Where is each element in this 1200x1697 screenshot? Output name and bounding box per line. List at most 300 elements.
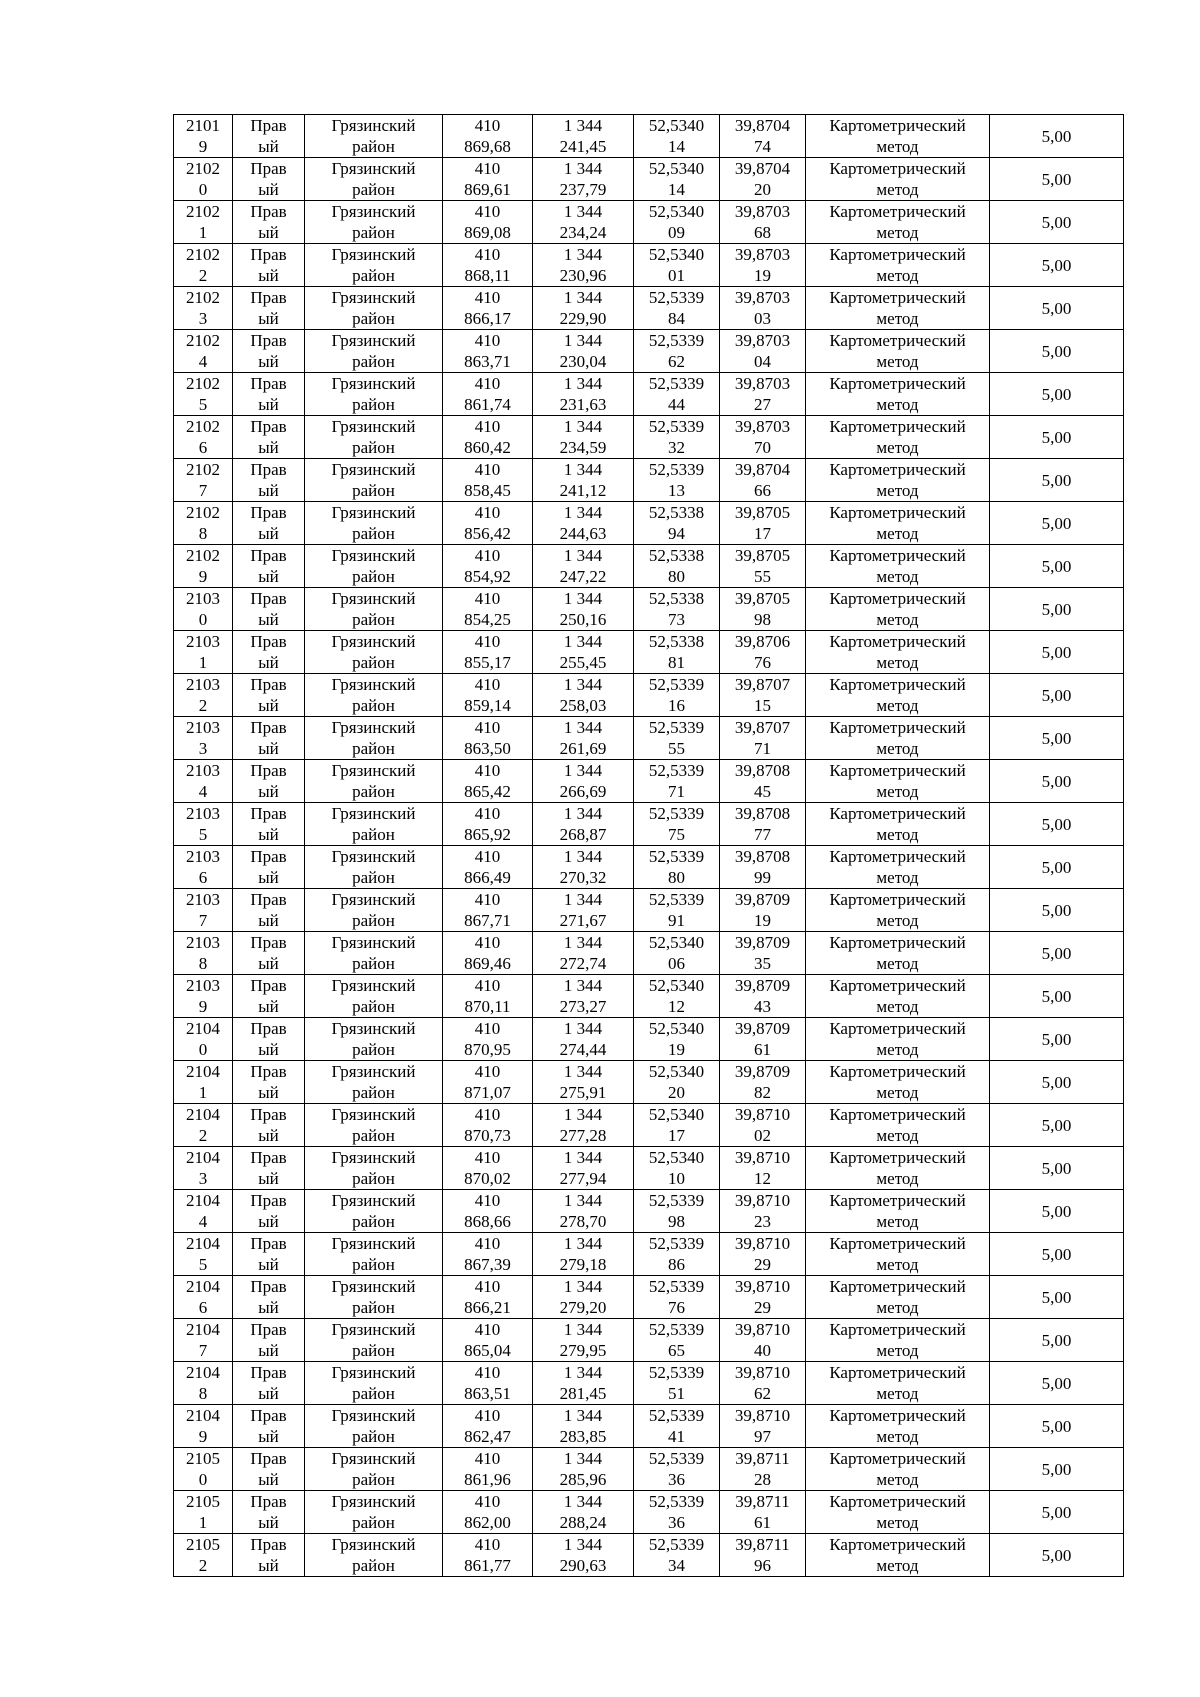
method-cell-line-1: Картометрический [829,761,966,780]
longitude-cell-line-2: 15 [754,696,771,715]
y-coordinate-cell-line-1: 1 344 [563,288,603,307]
longitude-cell-line-1: 39,8703 [734,331,791,350]
district-cell [305,545,443,588]
longitude-cell [720,1061,806,1104]
latitude-cell-line-1: 52,5339 [648,417,705,436]
accuracy-cell: 5,00 [990,1362,1124,1405]
y-coordinate-cell-line-2: 247,22 [559,567,607,586]
y-coordinate-cell [533,975,634,1018]
latitude-cell [634,1147,720,1190]
latitude-cell-line-2: 80 [668,567,685,586]
longitude-cell-line-2: 97 [754,1427,771,1446]
longitude-cell-line-1: 39,8706 [734,632,791,651]
x-coordinate-cell [443,502,533,545]
table-row [174,846,1124,889]
district-cell-line-1: Грязинский [331,1062,416,1081]
x-coordinate-cell-line-2: 862,47 [464,1427,511,1446]
x-coordinate-cell-line-1: 410 [474,1062,501,1081]
latitude-cell-line-2: 01 [668,266,685,285]
y-coordinate-cell-line-1: 1 344 [563,1148,603,1167]
accuracy-cell: 5,00 [990,1018,1124,1061]
bank-side-cell-line-1: Прав [250,202,287,221]
longitude-cell [720,115,806,158]
y-coordinate-cell-line-1: 1 344 [563,1363,603,1382]
longitude-cell-line-1: 39,8709 [734,976,791,995]
bank-side-cell [233,674,305,717]
accuracy-cell: 5,00 [990,588,1124,631]
point-number-cell-line-1: 2102 [186,245,220,264]
y-coordinate-cell-line-1: 1 344 [563,331,603,350]
accuracy-cell: 5,00 [990,1448,1124,1491]
latitude-cell-line-1: 52,5339 [648,374,705,393]
y-coordinate-cell-line-1: 1 344 [563,374,603,393]
y-coordinate-cell [533,545,634,588]
latitude-cell-line-2: 09 [668,223,685,242]
bank-side-cell-line-1: Прав [250,761,287,780]
district-cell-line-2: район [352,1470,395,1489]
longitude-cell [720,1491,806,1534]
accuracy-cell: 5,00 [990,1147,1124,1190]
x-coordinate-cell-line-1: 410 [474,1148,501,1167]
point-number-cell [174,158,233,201]
method-cell [806,115,990,158]
point-number-cell-line-2: 1 [198,1083,208,1102]
method-cell [806,502,990,545]
x-coordinate-cell [443,158,533,201]
point-number-cell-line-2: 1 [198,653,208,672]
y-coordinate-cell-line-1: 1 344 [563,718,603,737]
bank-side-cell-line-1: Прав [250,718,287,737]
latitude-cell-line-1: 52,5340 [648,202,705,221]
latitude-cell-line-2: 62 [668,352,685,371]
point-number-cell [174,846,233,889]
longitude-cell-line-1: 39,8703 [734,245,791,264]
latitude-cell [634,330,720,373]
latitude-cell [634,1233,720,1276]
bank-side-cell-line-2: ый [258,1470,279,1489]
table-body [174,115,1124,1577]
point-number-cell-line-1: 2102 [186,417,220,436]
method-cell [806,674,990,717]
longitude-cell-line-1: 39,8708 [734,847,791,866]
longitude-cell [720,1190,806,1233]
district-cell [305,502,443,545]
longitude-cell-line-1: 39,8711 [735,1492,790,1511]
method-cell-line-1: Картометрический [829,417,966,436]
point-number-cell [174,1534,233,1577]
method-cell-line-2: метод [876,524,919,543]
y-coordinate-cell-line-2: 234,59 [559,438,607,457]
x-coordinate-cell-line-1: 410 [474,202,501,221]
bank-side-cell-line-2: ый [258,782,279,801]
bank-side-cell-line-2: ый [258,266,279,285]
y-coordinate-cell-line-2: 285,96 [559,1470,607,1489]
y-coordinate-cell-line-2: 241,12 [559,481,607,500]
y-coordinate-cell-line-1: 1 344 [563,1406,603,1425]
method-cell-line-2: метод [876,911,919,930]
y-coordinate-cell [533,1018,634,1061]
point-number-cell-line-1: 2102 [186,331,220,350]
latitude-cell [634,889,720,932]
district-cell-line-1: Грязинский [331,675,416,694]
longitude-cell [720,287,806,330]
longitude-cell-line-1: 39,8705 [734,589,791,608]
y-coordinate-cell-line-2: 288,24 [559,1513,607,1532]
bank-side-cell-line-2: ый [258,696,279,715]
method-cell-line-2: метод [876,696,919,715]
latitude-cell [634,373,720,416]
y-coordinate-cell-line-2: 250,16 [559,610,607,629]
district-cell-line-2: район [352,825,395,844]
district-cell-line-2: район [352,1169,395,1188]
x-coordinate-cell-line-1: 410 [474,675,501,694]
method-cell-line-1: Картометрический [829,675,966,694]
district-cell [305,1362,443,1405]
point-number-cell-line-2: 8 [198,1384,208,1403]
district-cell [305,1018,443,1061]
point-number-cell-line-2: 9 [198,137,208,156]
latitude-cell-line-2: 14 [668,137,685,156]
district-cell-line-1: Грязинский [331,632,416,651]
method-cell [806,1061,990,1104]
table-row [174,502,1124,545]
x-coordinate-cell [443,1534,533,1577]
latitude-cell-line-1: 52,5339 [648,1363,705,1382]
latitude-cell-line-1: 52,5340 [648,933,705,952]
longitude-cell-line-2: 43 [754,997,771,1016]
y-coordinate-cell [533,1061,634,1104]
method-cell-line-2: метод [876,1470,919,1489]
longitude-cell-line-2: 19 [754,911,771,930]
accuracy-cell: 5,00 [990,1534,1124,1577]
latitude-cell [634,1276,720,1319]
table-row [174,717,1124,760]
table-row [174,1405,1124,1448]
longitude-cell-line-2: 45 [754,782,771,801]
bank-side-cell-line-1: Прав [250,1320,287,1339]
point-number-cell-line-1: 2104 [186,1320,220,1339]
table-row [174,975,1124,1018]
longitude-cell [720,545,806,588]
bank-side-cell-line-1: Прав [250,1234,287,1253]
district-cell-line-2: район [352,1083,395,1102]
district-cell-line-2: район [352,610,395,629]
point-number-cell-line-2: 7 [198,481,208,500]
y-coordinate-cell-line-1: 1 344 [563,503,603,522]
method-cell-line-1: Картометрический [829,1535,966,1554]
bank-side-cell-line-2: ый [258,223,279,242]
longitude-cell-line-1: 39,8710 [734,1105,791,1124]
latitude-cell-line-2: 73 [668,610,685,629]
point-number-cell [174,459,233,502]
y-coordinate-cell [533,932,634,975]
accuracy-cell: 5,00 [990,631,1124,674]
x-coordinate-cell [443,1362,533,1405]
bank-side-cell-line-2: ый [258,567,279,586]
method-cell-line-1: Картометрический [829,933,966,952]
accuracy-cell: 5,00 [990,760,1124,803]
latitude-cell-line-2: 12 [668,997,685,1016]
district-cell-line-1: Грязинский [331,1234,416,1253]
method-cell [806,717,990,760]
method-cell-line-1: Картометрический [829,546,966,565]
point-number-cell-line-1: 2105 [186,1449,220,1468]
latitude-cell [634,975,720,1018]
method-cell-line-2: метод [876,782,919,801]
point-number-cell-line-1: 2103 [186,718,220,737]
point-number-cell [174,889,233,932]
bank-side-cell-line-2: ый [258,1040,279,1059]
point-number-cell [174,1147,233,1190]
longitude-cell [720,846,806,889]
latitude-cell [634,201,720,244]
point-number-cell-line-2: 9 [198,1427,208,1446]
longitude-cell-line-2: 71 [754,739,771,758]
method-cell-line-1: Картометрический [829,1062,966,1081]
y-coordinate-cell-line-2: 230,96 [559,266,607,285]
x-coordinate-cell [443,1233,533,1276]
table-row [174,201,1124,244]
method-cell-line-1: Картометрический [829,503,966,522]
longitude-cell [720,1405,806,1448]
accuracy-cell: 5,00 [990,201,1124,244]
accuracy-cell: 5,00 [990,674,1124,717]
x-coordinate-cell [443,674,533,717]
y-coordinate-cell-line-1: 1 344 [563,761,603,780]
point-number-cell [174,502,233,545]
table-row [174,244,1124,287]
longitude-cell-line-1: 39,8703 [734,374,791,393]
latitude-cell-line-2: 75 [668,825,685,844]
district-cell-line-2: район [352,1384,395,1403]
bank-side-cell [233,803,305,846]
y-coordinate-cell [533,803,634,846]
district-cell-line-1: Грязинский [331,417,416,436]
method-cell-line-1: Картометрический [829,1449,966,1468]
latitude-cell-line-2: 36 [668,1513,685,1532]
point-number-cell-line-2: 3 [198,1169,208,1188]
point-number-cell-line-1: 2102 [186,460,220,479]
y-coordinate-cell-line-1: 1 344 [563,1449,603,1468]
y-coordinate-cell-line-1: 1 344 [563,1492,603,1511]
bank-side-cell-line-2: ый [258,868,279,887]
method-cell-line-2: метод [876,825,919,844]
point-number-cell-line-2: 8 [198,524,208,543]
y-coordinate-cell-line-2: 283,85 [559,1427,607,1446]
y-coordinate-cell [533,459,634,502]
district-cell [305,588,443,631]
point-number-cell-line-2: 9 [198,997,208,1016]
longitude-cell-line-1: 39,8709 [734,1062,791,1081]
point-number-cell-line-1: 2103 [186,976,220,995]
accuracy-cell: 5,00 [990,373,1124,416]
method-cell-line-2: метод [876,395,919,414]
bank-side-cell-line-1: Прав [250,589,287,608]
point-number-cell-line-1: 2102 [186,159,220,178]
y-coordinate-cell [533,158,634,201]
latitude-cell-line-2: 65 [668,1341,685,1360]
district-cell-line-2: район [352,1255,395,1274]
table-row [174,631,1124,674]
district-cell-line-1: Грязинский [331,718,416,737]
point-number-cell [174,244,233,287]
point-number-cell [174,1104,233,1147]
district-cell-line-1: Грязинский [331,1406,416,1425]
district-cell-line-1: Грязинский [331,1363,416,1382]
district-cell [305,158,443,201]
method-cell-line-1: Картометрический [829,202,966,221]
y-coordinate-cell [533,115,634,158]
table-row [174,674,1124,717]
accuracy-cell: 5,00 [990,244,1124,287]
x-coordinate-cell-line-2: 870,95 [464,1040,511,1059]
bank-side-cell-line-2: ый [258,180,279,199]
x-coordinate-cell [443,244,533,287]
x-coordinate-cell [443,1147,533,1190]
y-coordinate-cell-line-2: 271,67 [559,911,607,930]
bank-side-cell-line-2: ый [258,1126,279,1145]
x-coordinate-cell [443,1104,533,1147]
bank-side-cell-line-2: ый [258,1341,279,1360]
district-cell-line-1: Грязинский [331,202,416,221]
y-coordinate-cell-line-2: 273,27 [559,997,607,1016]
coordinates-table [173,114,1124,1577]
longitude-cell-line-2: 61 [754,1513,771,1532]
district-cell-line-1: Грязинский [331,804,416,823]
x-coordinate-cell-line-1: 410 [474,890,501,909]
district-cell-line-2: район [352,223,395,242]
y-coordinate-cell-line-2: 278,70 [559,1212,607,1231]
district-cell-line-2: район [352,1040,395,1059]
point-number-cell [174,545,233,588]
bank-side-cell-line-2: ый [258,610,279,629]
point-number-cell-line-2: 9 [198,567,208,586]
x-coordinate-cell-line-2: 869,46 [464,954,511,973]
y-coordinate-cell-line-1: 1 344 [563,202,603,221]
method-cell-line-2: метод [876,610,919,629]
bank-side-cell-line-1: Прав [250,546,287,565]
longitude-cell [720,416,806,459]
y-coordinate-cell-line-1: 1 344 [563,1191,603,1210]
y-coordinate-cell [533,846,634,889]
latitude-cell [634,717,720,760]
x-coordinate-cell-line-2: 865,04 [464,1341,511,1360]
latitude-cell-line-1: 52,5340 [648,1105,705,1124]
y-coordinate-cell-line-2: 277,94 [559,1169,607,1188]
bank-side-cell-line-2: ый [258,438,279,457]
method-cell [806,1104,990,1147]
table-row [174,588,1124,631]
y-coordinate-cell [533,1319,634,1362]
y-coordinate-cell-line-2: 231,63 [559,395,607,414]
x-coordinate-cell-line-2: 861,96 [464,1470,511,1489]
bank-side-cell [233,975,305,1018]
method-cell-line-1: Картометрический [829,1019,966,1038]
district-cell-line-2: район [352,696,395,715]
longitude-cell-line-2: 28 [754,1470,771,1489]
longitude-cell [720,1448,806,1491]
bank-side-cell-line-1: Прав [250,245,287,264]
x-coordinate-cell [443,201,533,244]
district-cell-line-1: Грязинский [331,1105,416,1124]
x-coordinate-cell [443,1491,533,1534]
method-cell [806,287,990,330]
method-cell [806,932,990,975]
bank-side-cell-line-1: Прав [250,1277,287,1296]
table-row [174,330,1124,373]
longitude-cell-line-2: 77 [754,825,771,844]
longitude-cell-line-2: 29 [754,1255,771,1274]
point-number-cell [174,1018,233,1061]
method-cell-line-1: Картометрический [829,976,966,995]
district-cell-line-2: район [352,438,395,457]
latitude-cell [634,115,720,158]
x-coordinate-cell-line-1: 410 [474,546,501,565]
district-cell-line-2: район [352,309,395,328]
method-cell [806,889,990,932]
method-cell-line-2: метод [876,653,919,672]
y-coordinate-cell-line-1: 1 344 [563,632,603,651]
district-cell-line-1: Грязинский [331,1277,416,1296]
x-coordinate-cell-line-2: 866,17 [464,309,511,328]
point-number-cell-line-2: 8 [198,954,208,973]
y-coordinate-cell [533,1362,634,1405]
latitude-cell [634,588,720,631]
point-number-cell-line-1: 2103 [186,847,220,866]
district-cell [305,373,443,416]
point-number-cell-line-1: 2103 [186,933,220,952]
longitude-cell-line-1: 39,8703 [734,202,791,221]
accuracy-cell: 5,00 [990,975,1124,1018]
district-cell-line-1: Грязинский [331,890,416,909]
bank-side-cell [233,932,305,975]
point-number-cell [174,975,233,1018]
district-cell-line-1: Грязинский [331,933,416,952]
point-number-cell [174,760,233,803]
latitude-cell [634,1104,720,1147]
table-row [174,1534,1124,1577]
accuracy-cell: 5,00 [990,846,1124,889]
method-cell-line-2: метод [876,266,919,285]
point-number-cell-line-1: 2103 [186,632,220,651]
y-coordinate-cell-line-2: 279,20 [559,1298,607,1317]
bank-side-cell-line-2: ый [258,954,279,973]
method-cell-line-2: метод [876,1169,919,1188]
latitude-cell-line-1: 52,5339 [648,1191,705,1210]
point-number-cell-line-2: 2 [198,696,208,715]
longitude-cell-line-2: 12 [754,1169,771,1188]
bank-side-cell-line-2: ый [258,1169,279,1188]
method-cell-line-1: Картометрический [829,460,966,479]
district-cell-line-2: район [352,868,395,887]
district-cell-line-2: район [352,137,395,156]
x-coordinate-cell [443,1190,533,1233]
latitude-cell-line-1: 52,5340 [648,116,705,135]
x-coordinate-cell [443,1276,533,1319]
longitude-cell-line-2: 76 [754,653,771,672]
point-number-cell [174,201,233,244]
longitude-cell [720,760,806,803]
bank-side-cell-line-1: Прав [250,675,287,694]
method-cell-line-1: Картометрический [829,718,966,737]
method-cell-line-2: метод [876,352,919,371]
y-coordinate-cell [533,1405,634,1448]
accuracy-cell: 5,00 [990,459,1124,502]
longitude-cell-line-1: 39,8709 [734,890,791,909]
bank-side-cell [233,1405,305,1448]
longitude-cell-line-2: 62 [754,1384,771,1403]
y-coordinate-cell-line-1: 1 344 [563,546,603,565]
